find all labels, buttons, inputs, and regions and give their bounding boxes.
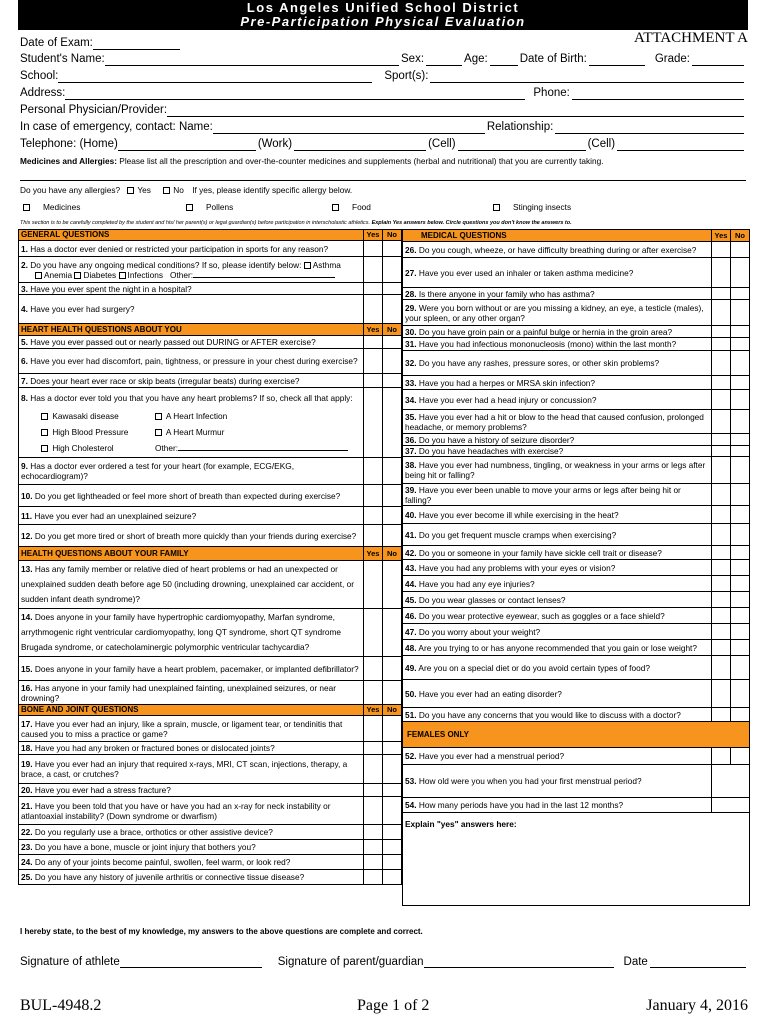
no-cell[interactable]	[383, 485, 402, 507]
family-questions-header: HEALTH QUESTIONS ABOUT YOUR FAMILY	[19, 547, 364, 561]
telephone-cell-field[interactable]	[458, 139, 586, 151]
medicines-label: Medicines and Allergies:	[20, 156, 117, 166]
students-name-field[interactable]	[105, 54, 399, 66]
no-cell[interactable]	[731, 376, 750, 390]
no-cell[interactable]	[383, 283, 402, 295]
no-cell[interactable]	[383, 716, 402, 742]
telephone-cell2-field[interactable]	[617, 139, 744, 151]
no-header: No	[383, 547, 402, 561]
no-cell[interactable]	[731, 748, 750, 765]
allergy-question: Do you have any allergies?	[20, 185, 121, 195]
district-name: Los Angeles Unified School District	[246, 0, 520, 15]
no-cell[interactable]	[731, 288, 750, 300]
yes-cell[interactable]	[712, 434, 731, 446]
yes-cell[interactable]	[712, 326, 731, 338]
question-46: 46. Do you wear protective eyewear, such as goggles or a face shield?	[403, 608, 712, 624]
stinging-insects-checkbox[interactable]	[493, 204, 500, 211]
no-cell[interactable]	[383, 374, 402, 388]
yes-cell[interactable]	[364, 657, 383, 681]
yes-cell[interactable]	[712, 506, 731, 524]
yes-header: Yes	[364, 324, 383, 336]
telephone-cell2-label: (Cell)	[587, 138, 616, 150]
pollens-checkbox[interactable]	[186, 204, 193, 211]
no-header: No	[731, 230, 750, 242]
no-cell[interactable]	[383, 241, 402, 257]
no-cell[interactable]	[731, 524, 750, 546]
medicines-checkbox[interactable]	[23, 204, 30, 211]
parent-signature-label: Signature of parent/guardian	[277, 956, 424, 968]
yes-cell[interactable]	[712, 258, 731, 288]
allergy-yes-checkbox[interactable]	[127, 187, 134, 194]
question-1: 1. Has a doctor ever denied or restricted your participation in sports for any reason?	[19, 241, 364, 257]
question-3: 3. Have you ever spent the night in a hospital?	[19, 283, 364, 295]
parent-signature-field[interactable]	[424, 956, 614, 968]
no-cell[interactable]	[383, 870, 402, 885]
answer-cell[interactable]	[712, 765, 750, 798]
yes-cell[interactable]	[364, 485, 383, 507]
address-field[interactable]	[65, 88, 525, 100]
school-field[interactable]	[58, 71, 372, 83]
question-37: 37. Do you have headaches with exercise?	[403, 446, 712, 457]
explain-yes-label: Explain "yes" answers here:	[405, 819, 517, 829]
dob-field[interactable]	[589, 54, 645, 66]
question-33: 33. Have you had a herpes or MRSA skin infection?	[403, 376, 712, 390]
allergy-identify-text: If yes, please identify specific allergy below.	[192, 185, 353, 195]
dob-label: Date of Birth:	[519, 53, 587, 65]
yes-cell[interactable]	[712, 242, 731, 258]
age-field[interactable]	[490, 54, 518, 66]
no-cell[interactable]	[731, 410, 750, 434]
bone-questions-header: BONE AND JOINT QUESTIONS	[19, 705, 364, 716]
physician-field[interactable]	[167, 105, 744, 117]
no-cell[interactable]	[383, 825, 402, 840]
question-5: 5. Have you ever passed out or nearly passed out DURING or AFTER exercise?	[19, 336, 364, 349]
yes-cell[interactable]	[712, 390, 731, 410]
question-53: 53. How old were you when you had your first menstrual period?	[403, 765, 712, 798]
form-title: Pre-Participation Physical Evaluation	[240, 14, 526, 29]
emergency-row	[20, 120, 744, 134]
no-cell[interactable]	[731, 242, 750, 258]
student-row	[20, 52, 744, 66]
no-cell[interactable]	[383, 840, 402, 855]
yes-cell[interactable]	[364, 742, 383, 755]
no-cell[interactable]	[731, 640, 750, 656]
telephone-home-field[interactable]	[118, 139, 256, 151]
yes-cell[interactable]	[364, 257, 383, 283]
general-questions-header: GENERAL QUESTIONS	[19, 230, 364, 241]
yes-cell[interactable]	[364, 374, 383, 388]
yes-cell[interactable]	[712, 748, 731, 765]
sex-label: Sex:	[401, 53, 425, 65]
yes-cell[interactable]	[712, 546, 731, 560]
question-40: 40. Have you ever become ill while exercising in the heat?	[403, 506, 712, 524]
question-30: 30. Do you have groin pain or a painful bulge or hernia in the groin area?	[403, 326, 712, 338]
yes-cell[interactable]	[364, 855, 383, 870]
no-cell[interactable]	[383, 507, 402, 525]
yes-cell[interactable]	[712, 656, 731, 680]
question-35: 35. Have you ever had a hit or blow to the head that caused confusion, prolonged headache, or memory problems?	[403, 410, 712, 434]
yes-cell[interactable]	[712, 484, 731, 506]
athlete-signature-field[interactable]	[120, 956, 262, 968]
yes-cell[interactable]	[712, 524, 731, 546]
question-21: 21. Have you been told that you have or have you had an x-ray for neck instability or atlantoaxial instability? (Down syndrome or dwarfism)	[19, 797, 364, 825]
yes-cell[interactable]	[364, 458, 383, 485]
no-cell[interactable]	[731, 351, 750, 376]
question-38: 38. Have you ever had numbness, tingling, or weakness in your arms or legs after being hit or falling?	[403, 457, 712, 484]
no-cell[interactable]	[731, 680, 750, 708]
question-43: 43. Have you had any problems with your eyes or vision?	[403, 560, 712, 576]
medical-questions-header: MEDICAL QUESTIONS	[403, 230, 712, 242]
no-cell[interactable]	[383, 257, 402, 283]
yes-cell[interactable]	[712, 560, 731, 576]
diabetes-checkbox[interactable]	[74, 272, 81, 279]
question-2: 2. Do you have any ongoing medical conditions? If so, please identify below: Asthma Anemia Diabetes Infections Other:	[19, 257, 364, 283]
school-label: School:	[20, 70, 59, 82]
allergy-row	[20, 185, 352, 195]
yes-cell[interactable]	[364, 336, 383, 349]
yes-cell[interactable]	[364, 283, 383, 295]
no-cell[interactable]	[731, 484, 750, 506]
question-52: 52. Have you ever had a menstrual period?	[403, 748, 712, 765]
relationship-field[interactable]	[555, 122, 744, 134]
no-cell[interactable]	[383, 755, 402, 784]
no-cell[interactable]	[383, 336, 402, 349]
question-26: 26. Do you cough, wheeze, or have difficulty breathing during or after exercise?	[403, 242, 712, 258]
yes-cell[interactable]	[364, 388, 383, 458]
signature-row	[20, 956, 746, 968]
grade-label: Grade:	[654, 53, 690, 65]
telephone-work-field[interactable]	[294, 139, 426, 151]
no-cell[interactable]	[731, 560, 750, 576]
questions-table-left	[18, 229, 402, 885]
emergency-name-field[interactable]	[213, 122, 485, 134]
section-instructions	[20, 218, 572, 228]
no-cell[interactable]	[383, 742, 402, 755]
question-11: 11. Have you ever had an unexplained seizure?	[19, 507, 364, 525]
no-cell[interactable]	[731, 656, 750, 680]
question-28: 28. Is there anyone in your family who has asthma?	[403, 288, 712, 300]
question-44: 44. Have you had any eye injuries?	[403, 576, 712, 592]
question-15: 15. Does anyone in your family have a heart problem, pacemaker, or implanted defibrillator?	[19, 657, 364, 681]
yes-cell[interactable]	[364, 609, 383, 657]
kawasaki-checkbox[interactable]	[41, 413, 48, 420]
yes-cell[interactable]	[712, 446, 731, 457]
question-16: 16. Has anyone in your family had unexplained fainting, unexplained seizures, or near drowning?	[19, 681, 364, 705]
yes-cell[interactable]	[364, 561, 383, 609]
no-cell[interactable]	[383, 295, 402, 324]
question-4: 4. Have you ever had surgery?	[19, 295, 364, 324]
instructions-part-a: This section is to be carefully completed by the student and his/ her parent(s) or legal guardian(s) before participation in interscholastic athletics.	[20, 220, 371, 226]
question-42: 42. Do you or someone in your family have sickle cell trait or disease?	[403, 546, 712, 560]
yes-cell[interactable]	[364, 840, 383, 855]
yes-cell[interactable]	[712, 592, 731, 608]
no-cell[interactable]	[731, 624, 750, 640]
question-10: 10. Do you get lightheaded or feel more short of breath than expected during exercise?	[19, 485, 364, 507]
no-cell[interactable]	[731, 434, 750, 446]
sports-field[interactable]	[430, 71, 744, 83]
question-13: 13. Has any family member or relative died of heart problems or had an unexpected or unexplained sudden death before age 50 (including drowning, unexplained car accident, or sudden infant death syndrome)?	[19, 561, 364, 609]
food-option-label: Food	[352, 202, 371, 212]
no-cell[interactable]	[731, 592, 750, 608]
yes-cell[interactable]	[712, 410, 731, 434]
no-cell[interactable]	[731, 258, 750, 288]
yes-cell[interactable]	[364, 507, 383, 525]
phone-label: Phone:	[533, 87, 570, 99]
yes-cell[interactable]	[712, 376, 731, 390]
question-51: 51. Do you have any concerns that you would like to discuss with a doctor?	[403, 708, 712, 722]
yes-cell[interactable]	[364, 755, 383, 784]
yes-cell[interactable]	[364, 349, 383, 374]
date-field[interactable]	[650, 956, 746, 968]
date-of-exam-row	[20, 36, 180, 50]
physician-row	[20, 103, 744, 117]
no-cell[interactable]	[731, 390, 750, 410]
yes-cell[interactable]	[364, 825, 383, 840]
yes-cell[interactable]	[364, 797, 383, 825]
no-cell[interactable]	[383, 657, 402, 681]
address-label: Address:	[20, 87, 66, 99]
questions-table-right	[402, 229, 750, 906]
relationship-label: Relationship:	[486, 121, 554, 133]
no-cell[interactable]	[383, 784, 402, 797]
athlete-signature-label: Signature of athlete	[20, 956, 120, 968]
yes-cell[interactable]	[364, 295, 383, 324]
school-row	[20, 69, 744, 83]
no-cell[interactable]	[383, 609, 402, 657]
allergy-no-checkbox[interactable]	[163, 187, 170, 194]
question-23: 23. Do you have a bone, muscle or joint injury that bothers you?	[19, 840, 364, 855]
yes-cell[interactable]	[712, 338, 731, 351]
answer-cell[interactable]	[712, 798, 750, 813]
yes-cell[interactable]	[364, 241, 383, 257]
medicines-line[interactable]	[20, 180, 746, 181]
no-cell[interactable]	[731, 300, 750, 326]
yes-cell[interactable]	[712, 351, 731, 376]
address-row	[20, 86, 744, 100]
no-cell[interactable]	[731, 546, 750, 560]
yes-cell[interactable]	[364, 525, 383, 547]
no-header: No	[383, 705, 402, 716]
question-17: 17. Have you ever had an injury, like a sprain, muscle, or ligament tear, or tendinitis that caused you to miss a practice or game?	[19, 716, 364, 742]
question-22: 22. Do you regularly use a brace, orthotics or other assistive device?	[19, 825, 364, 840]
allergy-no-label: No	[173, 185, 184, 195]
attestation-statement: I hereby state, to the best of my knowledge, my answers to the above questions are complete and correct.	[20, 927, 423, 936]
question-41: 41. Do you get frequent muscle cramps when exercising?	[403, 524, 712, 546]
question-36: 36. Do you have a history of seizure disorder?	[403, 434, 712, 446]
question-6: 6. Have you ever had discomfort, pain, tightness, or pressure in your chest during exercise?	[19, 349, 364, 374]
no-cell[interactable]	[731, 446, 750, 457]
age-label: Age:	[464, 53, 488, 65]
yes-cell[interactable]	[712, 288, 731, 300]
yes-header: Yes	[364, 547, 383, 561]
infections-checkbox[interactable]	[119, 272, 126, 279]
medicines-option-label: Medicines	[43, 202, 81, 212]
females-only-header: FEMALES ONLY	[403, 722, 750, 748]
no-cell[interactable]	[383, 388, 402, 458]
sex-field[interactable]	[426, 54, 462, 66]
sports-label: Sport(s):	[384, 70, 429, 82]
yes-cell[interactable]	[364, 681, 383, 705]
question-7: 7. Does your heart ever race or skip beats (irregular beats) during exercise?	[19, 374, 364, 388]
question-18: 18. Have you had any broken or fractured bones or dislocated joints?	[19, 742, 364, 755]
heart-questions-header: HEART HEALTH QUESTIONS ABOUT YOU	[19, 324, 364, 336]
emergency-label: In case of emergency, contact: Name:	[20, 121, 213, 133]
no-cell[interactable]	[731, 506, 750, 524]
yes-cell[interactable]	[712, 640, 731, 656]
question-48: 48. Are you trying to or has anyone recommended that you gain or lose weight?	[403, 640, 712, 656]
telephone-work-label: (Work)	[257, 138, 293, 150]
date-of-exam-field[interactable]	[93, 38, 180, 50]
date-of-exam-label: Date of Exam:	[20, 37, 93, 49]
no-cell[interactable]	[731, 576, 750, 592]
high-cholesterol-checkbox[interactable]	[41, 445, 48, 452]
date-label: Date	[623, 956, 648, 968]
yes-cell[interactable]	[712, 680, 731, 708]
no-cell[interactable]	[383, 525, 402, 547]
question-50: 50. Have you ever had an eating disorder?	[403, 680, 712, 708]
telephone-home-label: Telephone: (Home)	[20, 138, 118, 150]
question-9: 9. Has a doctor ever ordered a test for your heart (for example, ECG/EKG, echocardiogram)?	[19, 458, 364, 485]
yes-cell[interactable]	[712, 457, 731, 484]
allergy-yes-label: Yes	[137, 185, 151, 195]
yes-cell[interactable]	[712, 576, 731, 592]
stinging-insects-option-label: Stinging insects	[513, 202, 572, 212]
question-49: 49. Are you on a special diet or do you avoid certain types of food?	[403, 656, 712, 680]
telephone-row	[20, 137, 744, 151]
grade-field[interactable]	[692, 54, 744, 66]
yes-header: Yes	[364, 705, 383, 716]
telephone-cell-label: (Cell)	[428, 138, 456, 150]
heart-murmur-checkbox[interactable]	[155, 429, 162, 436]
yes-cell[interactable]	[364, 784, 383, 797]
revision-date: January 4, 2016	[646, 997, 748, 1014]
question-34: 34. Have you ever had a head injury or concussion?	[403, 390, 712, 410]
question-45: 45. Do you wear glasses or contact lenses?	[403, 592, 712, 608]
yes-cell[interactable]	[712, 608, 731, 624]
question-54: 54. How many periods have you had in the last 12 months?	[403, 798, 712, 813]
no-cell[interactable]	[383, 681, 402, 705]
explain-yes-box[interactable]	[403, 813, 750, 906]
form-code: BUL-4948.2	[20, 997, 102, 1014]
no-cell[interactable]	[731, 708, 750, 722]
physician-label: Personal Physician/Provider:	[20, 104, 168, 116]
phone-field[interactable]	[572, 88, 744, 100]
no-cell[interactable]	[731, 326, 750, 338]
students-name-label: Student's Name:	[20, 53, 105, 65]
yes-cell[interactable]	[712, 708, 731, 722]
page-number: Page 1 of 2	[357, 997, 430, 1014]
no-cell[interactable]	[383, 349, 402, 374]
yes-cell[interactable]	[364, 716, 383, 742]
no-cell[interactable]	[383, 458, 402, 485]
question-14: 14. Does anyone in your family have hypertrophic cardiomyopathy, Marfan syndrome, arrythmogenic right ventricular cardiomyopathy, long QT syndrome, short QT syndrome Brugada syndrome, or catecholaminergic polymorphic ventricular tachycardia?	[19, 609, 364, 657]
medicines-instructions	[20, 156, 604, 166]
question-8: 8. Has a doctor ever told you that you have any heart problems? If so, check all that apply: Kawasaki disease A Heart Infection High Blood Pressure A Heart Murmur High Cholesterol Other:	[19, 388, 364, 458]
question-32: 32. Do you have any rashes, pressure sores, or other skin problems?	[403, 351, 712, 376]
question-39: 39. Have you ever been unable to move your arms or legs after being hit or falling?	[403, 484, 712, 506]
no-cell[interactable]	[383, 855, 402, 870]
yes-header: Yes	[712, 230, 731, 242]
no-header: No	[383, 324, 402, 336]
yes-cell[interactable]	[364, 870, 383, 885]
high-blood-pressure-checkbox[interactable]	[41, 429, 48, 436]
attachment-label: ATTACHMENT A	[634, 30, 748, 46]
anemia-checkbox[interactable]	[35, 272, 42, 279]
pollens-option-label: Pollens	[206, 202, 234, 212]
heart-infection-checkbox[interactable]	[155, 413, 162, 420]
question-27: 27. Have you ever used an inhaler or taken asthma medicine?	[403, 258, 712, 288]
title-banner	[18, 0, 748, 30]
yes-cell[interactable]	[712, 300, 731, 326]
medicines-text: Please list all the prescription and over-the-counter medicines and supplements (herbal and nutritional) that you are currently taking.	[119, 156, 604, 166]
food-checkbox[interactable]	[332, 204, 339, 211]
question-31: 31. Have you had infectious mononucleosis (mono) within the last month?	[403, 338, 712, 351]
question-47: 47. Do you worry about your weight?	[403, 624, 712, 640]
no-header: No	[383, 230, 402, 241]
no-cell[interactable]	[731, 457, 750, 484]
question-24: 24. Do any of your joints become painful, swollen, feel warm, or look red?	[19, 855, 364, 870]
yes-cell[interactable]	[712, 624, 731, 640]
instructions-part-b: Explain Yes answers below. Circle questions you don't know the answers to.	[371, 220, 572, 226]
no-cell[interactable]	[731, 608, 750, 624]
asthma-checkbox[interactable]	[304, 262, 311, 269]
no-cell[interactable]	[383, 561, 402, 609]
question-29: 29. Were you born without or are you missing a kidney, an eye, a testicle (males), your spleen, or any other organ?	[403, 300, 712, 326]
yes-header: Yes	[364, 230, 383, 241]
question-19: 19. Have you ever had an injury that required x-rays, MRI, CT scan, injections, therapy, a brace, a cast, or crutches?	[19, 755, 364, 784]
question-12: 12. Do you get more tired or short of breath more quickly than your friends during exercise?	[19, 525, 364, 547]
no-cell[interactable]	[383, 797, 402, 825]
no-cell[interactable]	[731, 338, 750, 351]
question-25: 25. Do you have any history of juvenile arthritis or connective tissue disease?	[19, 870, 364, 885]
question-20: 20. Have you ever had a stress fracture?	[19, 784, 364, 797]
